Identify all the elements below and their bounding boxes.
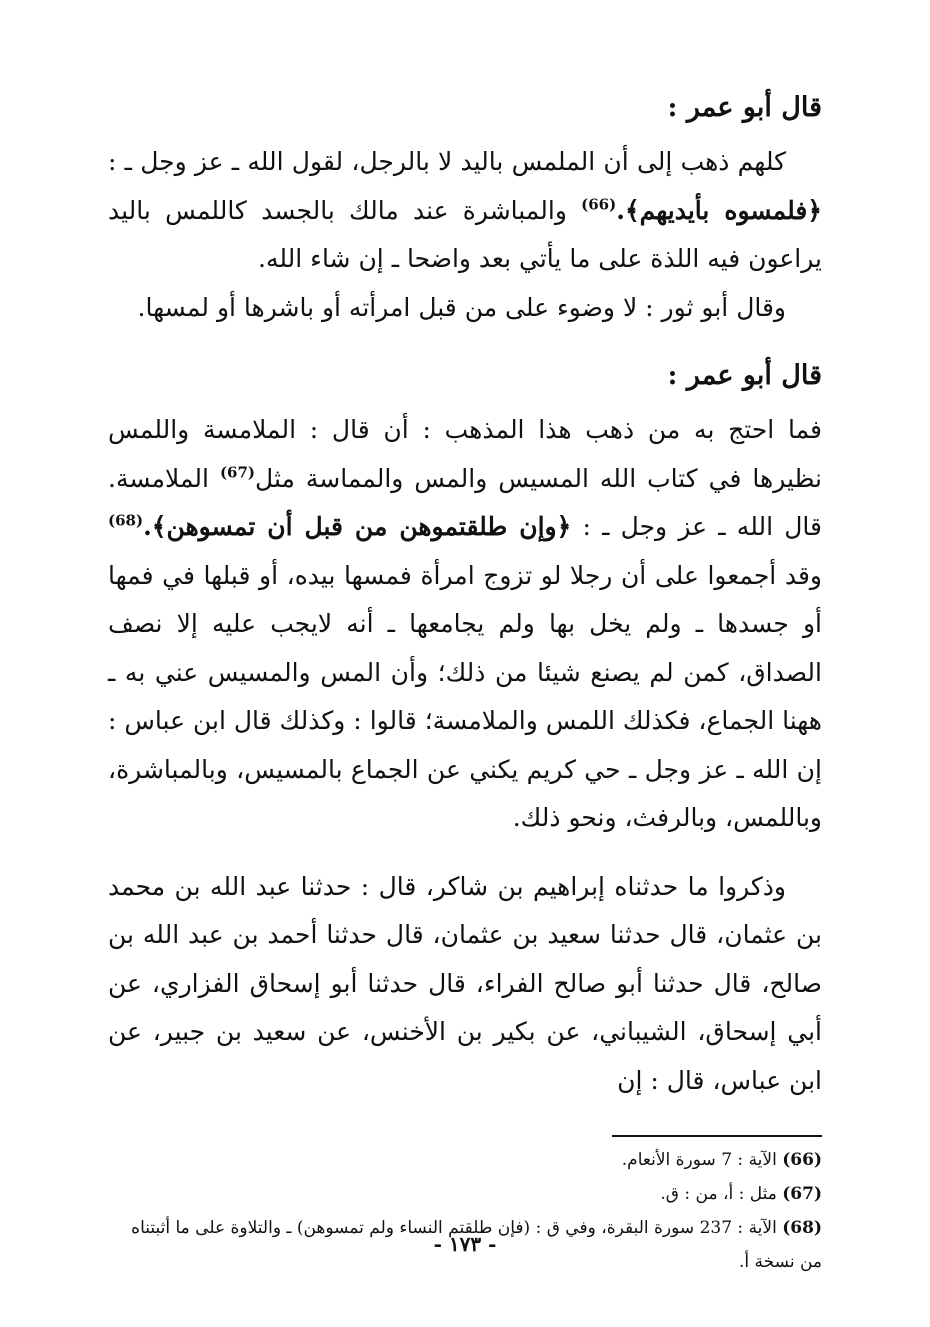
footnote-66 (108, 1143, 822, 1177)
paragraph-3-text-b: الملامسة. قال الله ـ عز وجل ـ : (108, 463, 822, 541)
paragraph-3-text-a: فما احتج به من ذهب هذا المذهب : أن قال : الملامسة واللمس نظيرها في كتاب الله المسيس والمس والمماسة مثل (108, 415, 822, 493)
footnote-divider (612, 1135, 822, 1137)
footnote-text: الآية : 7 سورة الأنعام. (621, 1150, 783, 1170)
quran-quote-1: ﴿فلمسوه بأيديهم﴾. (616, 195, 822, 225)
footnote-ref-66: (66) (581, 195, 617, 214)
paragraph-2: وقال أبو ثور : لا وضوء على من قبل امرأته أو باشرها أو لمسها. (137, 292, 786, 322)
section-heading-2: قال أبو عمر : (667, 360, 822, 391)
footnote-67 (108, 1177, 822, 1211)
paragraph-3 (108, 406, 822, 843)
quran-quote-2: ﴿وإن طلقتموهن من قبل أن تمسوهن﴾. (143, 512, 572, 541)
footnote-number: (68) (782, 1218, 822, 1238)
paragraph-3-text-c: وقد أجمعوا على أن رجلا لو تزوج امرأة فمسها بيده، أو قبلها في فمها أو جسدها ـ ولم يخل بها ولم يجامعها ـ أنه لايجب عليه إلا نصف الصداق، كمن لم يصنع شيئا من ذلك؛ وأن المس والمسيس عني به ـ ههنا الجماع، فكذلك اللمس والملامسة؛ قالوا : وكذلك قال ابن عباس : إن الله ـ عز وجل ـ حي كريم يكني عن الجماع بالمسيس، وبالمباشرة، وباللمس، وبالرفث، ونحو ذلك. (108, 560, 822, 832)
footnote-text: الآية : 237 سورة البقرة، وفي ق : (فإن طلقتم النساء ولم تمسوهن) ـ والتلاوة على ما أثبتناه من نسخة أ. (131, 1218, 822, 1272)
paragraph-1-text-a: كلهم ذهب إلى أن الملمس باليد لا بالرجل، لقول الله ـ عز وجل ـ : (108, 147, 786, 176)
page-number: - ١٧٣ - (433, 1232, 497, 1256)
footnote-ref-67: (67) (219, 463, 256, 482)
footnote-number: (66) (782, 1150, 822, 1170)
paragraph-1 (108, 138, 822, 284)
footnote-text: مثل : أ، من : ق. (660, 1184, 783, 1204)
footnote-ref-68: (68) (108, 511, 144, 530)
paragraph-4: وذكروا ما حدثناه إبراهيم بن شاكر، قال : حدثنا عبد الله بن محمد بن عثمان، قال حدثنا سعيد بن عثمان، قال حدثنا أحمد بن عبد الله بن صالح، قال حدثنا أبو صالح الفراء، قال حدثنا أبو إسحاق الفزاري، عن أبي إسحاق، الشيباني، عن بكير بن الأخنس، عن سعيد بن جبير، عن ابن عباس، قال : إن (108, 871, 822, 1095)
section-heading-1: قال أبو عمر : (667, 92, 822, 123)
footnote-number: (67) (782, 1184, 822, 1204)
paragraph-1-text-b: والمباشرة عند مالك بالجسد كاللمس باليد يراعون فيه اللذة على ما يأتي بعد واضحا ـ إن شاء الله. (108, 195, 822, 273)
